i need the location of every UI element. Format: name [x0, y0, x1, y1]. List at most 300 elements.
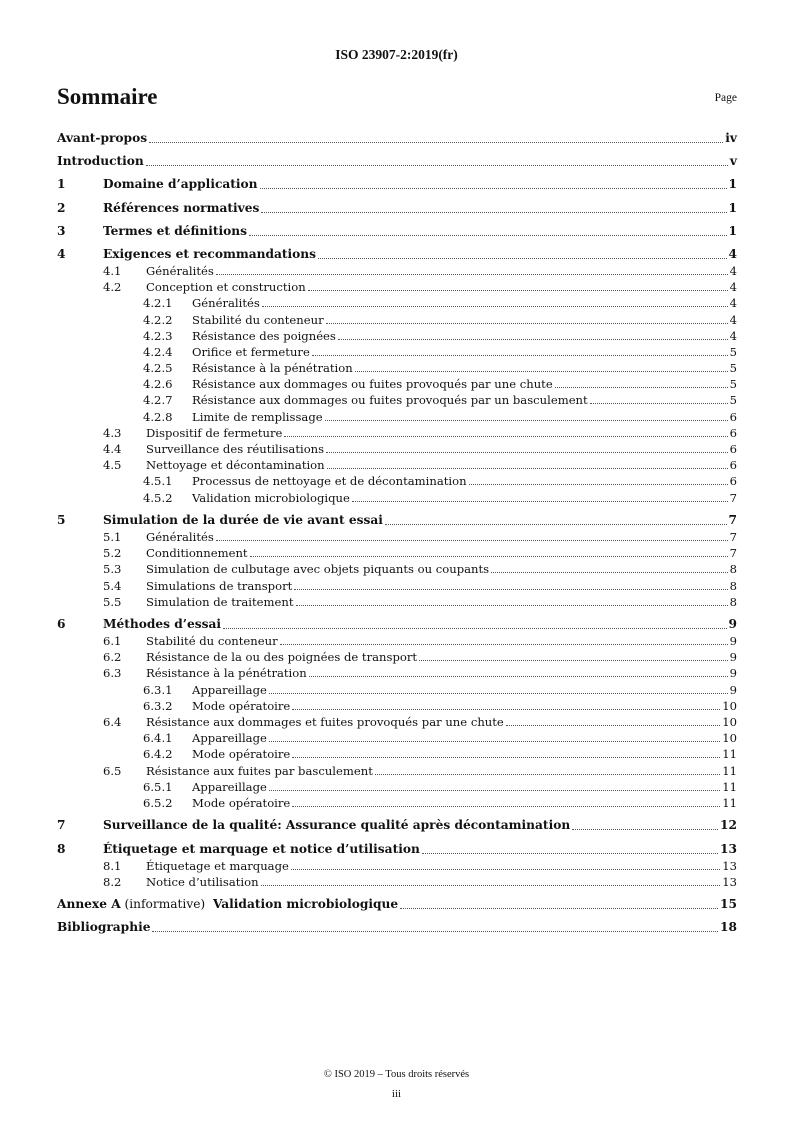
toc-entry[interactable] [57, 858, 737, 874]
toc-entry-title-group [192, 730, 267, 746]
toc-entry-number: 4.5.2 [143, 490, 173, 505]
toc-entry-title-group [103, 616, 221, 633]
toc-entry-number: 4.2.1 [143, 296, 173, 311]
toc-entry-title: Stabilité du conteneur [192, 312, 324, 327]
toc-entry-title: Surveillance de la qualité: Assurance qualité après décontamination [103, 818, 571, 833]
toc-entry-title: Processus de nettoyage et de décontamination [192, 474, 467, 489]
dot-leader [292, 698, 720, 710]
toc-entry-page: 9 [729, 682, 737, 697]
toc-entry-page: 6 [729, 409, 737, 424]
toc-entry-title: Introduction [57, 154, 144, 169]
dot-leader [327, 457, 728, 469]
dot-leader [284, 425, 727, 437]
toc-entry-number: 1 [57, 177, 66, 192]
toc-entry-title-group [146, 633, 278, 649]
dot-leader [294, 578, 727, 590]
toc-entry-page: 5 [729, 361, 737, 376]
toc-entry-number: 6.5.2 [143, 795, 173, 810]
dot-leader [296, 594, 728, 606]
toc-entry-line [192, 698, 737, 714]
toc-entry-number: 2 [57, 200, 66, 215]
toc-entry-title-group [192, 295, 260, 311]
toc-entry-page: 6 [729, 474, 737, 489]
toc-entry[interactable] [57, 392, 737, 408]
toc-entry-line [146, 763, 737, 779]
toc-entry-number: 5.2 [103, 546, 122, 561]
toc-entry-title-group [146, 858, 289, 874]
toc-entry-page: 7 [729, 490, 737, 505]
toc-entry-page: 11 [722, 763, 737, 778]
dot-leader [400, 896, 718, 909]
toc-entry[interactable] [57, 153, 737, 170]
toc-entry-title-group [103, 223, 247, 240]
toc-entry-number: 8.1 [103, 858, 122, 873]
toc-entry-page: 7 [729, 529, 737, 544]
toc-entry-line [146, 263, 737, 279]
toc-entry[interactable] [57, 763, 737, 779]
toc-entry-number: 4.2.8 [143, 409, 173, 424]
toc-entry-page: 4 [729, 296, 737, 311]
toc-entry-title-group [103, 246, 316, 263]
toc-entry[interactable] [57, 561, 737, 577]
toc-entry-line [146, 279, 737, 295]
dot-leader [422, 841, 718, 854]
toc-entry-line [146, 529, 737, 545]
toc-entry[interactable] [57, 512, 737, 529]
toc-entry-number: 4.2.5 [143, 361, 173, 376]
toc-entry-number: 4.3 [103, 425, 122, 440]
toc-entry-line [192, 473, 737, 489]
toc-entry-page: 4 [729, 328, 737, 343]
toc-entry[interactable] [57, 200, 737, 217]
page-column-label: Page [714, 92, 737, 104]
toc-entry-title: Résistance aux fuites par basculement [146, 763, 373, 778]
toc-entry-page: 15 [720, 897, 737, 912]
toc-entry-page: 13 [722, 874, 737, 889]
toc-entry-title: Simulations de transport [146, 578, 293, 593]
toc-entry-title: Généralités [146, 263, 214, 278]
toc-entry-page: 4 [728, 246, 737, 261]
toc-entry-line [146, 649, 737, 665]
toc-entry-title-group [192, 376, 553, 392]
toc-entry-title: Étiquetage et marquage et notice d’utilisation [103, 841, 420, 856]
toc-entry-page: 1 [728, 223, 737, 238]
toc-entry-page: 6 [729, 458, 737, 473]
toc-entry[interactable] [57, 130, 737, 147]
toc-entry-line [146, 578, 737, 594]
dot-leader [269, 730, 720, 742]
toc-entry-title: Validation microbiologique [192, 490, 350, 505]
toc-entry-number: 5.4 [103, 578, 122, 593]
toc-entry-number: 4.2 [103, 280, 122, 295]
toc-entry-title-group [192, 490, 350, 506]
toc-entry-line [103, 512, 737, 529]
toc-entry-line [146, 594, 737, 610]
toc-entry-line [192, 409, 737, 425]
toc-entry-line [103, 841, 737, 858]
toc-entry[interactable] [57, 295, 737, 311]
toc-entry-title: Résistance aux dommages et fuites provoqués par une chute [146, 715, 504, 729]
toc-entry-page: 11 [722, 747, 737, 762]
toc-entry-page: 1 [728, 200, 737, 215]
toc-entry-page: 4 [729, 263, 737, 278]
toc-entry-page: iv [725, 131, 737, 145]
toc-entry-page: 8 [729, 594, 737, 609]
toc-entry[interactable] [57, 490, 737, 506]
toc-entry-title: Résistance à la pénétration [192, 361, 353, 376]
toc-entry-number: 5 [57, 512, 66, 527]
toc-entry-title-group [192, 473, 467, 489]
dot-leader [590, 392, 728, 404]
toc-entry-title-group [146, 649, 417, 665]
toc-entry-title-group [146, 441, 324, 457]
toc-entry-number: 6.3 [103, 666, 122, 681]
toc-entry-line [57, 130, 737, 147]
toc-entry-title-group [192, 746, 290, 762]
page-title: Sommaire [57, 84, 158, 109]
toc-entry-title: Mode opératoire [192, 747, 291, 762]
dot-leader [260, 176, 727, 189]
toc-entry-number: 5.5 [103, 594, 122, 609]
toc-entry-page: 9 [729, 650, 737, 665]
toc-entry-title: Stabilité du conteneur [146, 634, 278, 649]
toc-entry-page: 7 [728, 512, 737, 527]
toc-entry-line [146, 561, 737, 577]
toc-entry-page: 8 [729, 562, 737, 577]
toc-entry-title-group [57, 919, 150, 936]
dot-leader [292, 746, 720, 758]
dot-leader [146, 153, 728, 166]
toc-entry-page: 8 [729, 578, 737, 593]
toc-entry-title-group [146, 263, 214, 279]
toc-entry[interactable] [57, 246, 737, 263]
toc-entry-page: 9 [729, 634, 737, 649]
toc-entry-line [57, 153, 737, 170]
dot-leader [261, 200, 726, 213]
dot-leader [326, 312, 728, 324]
toc-entry-title: Termes et définitions [103, 223, 247, 238]
toc-entry-title: Domaine d’application [103, 177, 258, 192]
toc-entry-title: Résistance aux dommages ou fuites provoqués par une chute [192, 377, 553, 392]
toc-entry-line [146, 457, 737, 473]
toc-entry-number: 6.5.1 [143, 779, 173, 794]
toc-entry-title: Résistance des poignées [192, 328, 336, 343]
toc-entry-title: Exigences et recommandations [103, 246, 317, 261]
toc-entry-title-group [146, 279, 306, 295]
toc-entry[interactable] [57, 779, 737, 795]
dot-leader [309, 665, 728, 677]
dot-leader [308, 279, 728, 291]
copyright-footer: © ISO 2019 – Tous droits réservés [323, 1069, 470, 1080]
toc-entry-line [192, 779, 737, 795]
toc-entry-title: Appareillage [192, 731, 267, 746]
toc-entry[interactable] [57, 441, 737, 457]
toc-entry-number: 8 [57, 841, 66, 856]
toc-entry-title-group [192, 795, 290, 811]
toc-entry-page: 11 [722, 779, 737, 794]
dot-leader [491, 561, 727, 573]
toc-entry-title: Limite de remplissage [192, 409, 323, 424]
toc-entry[interactable] [57, 841, 737, 858]
toc-entry-page: 12 [720, 818, 737, 833]
toc-entry-page: 10 [722, 715, 737, 729]
toc-entry-title: Conditionnement [146, 546, 248, 561]
toc-entry-title-group [192, 682, 267, 698]
toc-entry-number: 5.1 [103, 529, 122, 544]
toc-entry-title-group [103, 841, 420, 858]
toc-entry-number: 6.2 [103, 650, 122, 665]
toc-entry-number: 6 [57, 617, 66, 632]
dot-leader [326, 441, 728, 453]
toc-entry-page: 5 [729, 377, 737, 392]
toc-entry-number: 4.4 [103, 442, 122, 456]
document-id-header: ISO 23907-2:2019(fr) [335, 47, 458, 62]
dot-leader [152, 919, 718, 932]
toc-entry-title-group [146, 545, 248, 561]
toc-entry-line [146, 858, 737, 874]
toc-entry-page: 13 [720, 841, 737, 856]
toc-entry-title: Résistance de la ou des poignées de transport [146, 650, 418, 665]
dot-leader [269, 682, 728, 694]
toc-entry-number: 8.2 [103, 874, 122, 889]
toc-entry-line [192, 360, 737, 376]
dot-leader [250, 545, 728, 557]
toc-entry-title: Méthodes d’essai [103, 617, 222, 632]
toc-entry-number: 4 [57, 246, 66, 261]
toc-entry-line [192, 344, 737, 360]
toc-entry-title-group [192, 392, 588, 408]
toc-entry-title: Simulation de traitement [146, 594, 294, 609]
toc-entry-number: 6.3.2 [143, 698, 173, 713]
toc-entry-line [146, 874, 737, 890]
toc-entry-title: Avant-propos [57, 131, 148, 145]
toc-entry[interactable] [57, 545, 737, 561]
toc-entry[interactable] [57, 328, 737, 344]
toc-entry-number: 7 [57, 818, 66, 833]
toc-entry-title: Conception et construction [146, 280, 306, 295]
dot-leader [355, 360, 728, 372]
toc-entry-line [192, 295, 737, 311]
dot-leader [318, 246, 726, 259]
annex-annotation: (informative) [120, 897, 213, 912]
toc-entry[interactable] [57, 473, 737, 489]
dot-leader [280, 633, 728, 645]
toc-entry[interactable] [57, 223, 737, 240]
toc-entry-title: Généralités [146, 529, 214, 544]
toc-entry-number: 5.3 [103, 562, 122, 577]
toc-entry[interactable] [57, 360, 737, 376]
toc-entry[interactable] [57, 279, 737, 295]
dot-leader [352, 490, 728, 502]
toc-entry-page: 5 [729, 344, 737, 359]
toc-entry-line [192, 746, 737, 762]
toc-entry-number: 4.2.2 [143, 312, 173, 327]
toc-entry[interactable] [57, 578, 737, 594]
toc-entry-number: 6.4.2 [143, 747, 173, 762]
toc-entry-line [192, 490, 737, 506]
toc-entry-title-group [103, 512, 383, 529]
dot-leader [292, 795, 720, 807]
toc-entry-number: 6.4.1 [143, 731, 173, 746]
dot-leader [338, 328, 728, 340]
toc-entry-title: Dispositif de fermeture [146, 425, 283, 440]
toc-entry[interactable] [57, 616, 737, 633]
toc-entry-page: 10 [722, 731, 737, 746]
toc-entry-title-group [192, 312, 324, 328]
toc-entry-title: Généralités [192, 296, 260, 311]
toc-entry[interactable] [57, 730, 737, 746]
toc-entry-page: 7 [729, 546, 737, 561]
toc-entry-number: 6.3.1 [143, 682, 173, 697]
toc-entry[interactable] [57, 746, 737, 762]
toc-entry-page: 4 [729, 280, 737, 295]
toc-entry[interactable] [57, 529, 737, 545]
toc-entry-title-group [192, 779, 267, 795]
dot-leader [149, 130, 723, 143]
toc-entry-number: 6.1 [103, 634, 122, 649]
toc-entry-title: Simulation de culbutage avec objets piquants ou coupants [146, 562, 490, 577]
toc-entry-line [57, 896, 737, 913]
toc-entry-line [146, 545, 737, 561]
toc-entry-title-group [192, 328, 336, 344]
toc-entry-line [192, 376, 737, 392]
toc-entry-title-group [146, 457, 325, 473]
toc-entry[interactable] [57, 376, 737, 392]
toc-entry[interactable] [57, 594, 737, 610]
dot-leader [291, 858, 720, 870]
dot-leader [269, 779, 720, 791]
dot-leader [262, 295, 728, 307]
toc-entry-line [146, 665, 737, 681]
toc-entry[interactable] [57, 919, 737, 936]
toc-entry-number: 3 [57, 223, 66, 238]
dot-leader [261, 874, 721, 886]
toc-entry-title-group [192, 360, 353, 376]
toc-entry-page: 6 [729, 442, 737, 456]
toc-entry[interactable] [57, 425, 737, 441]
toc-entry-title-group [103, 817, 570, 834]
toc-entry-title: Nettoyage et décontamination [146, 458, 325, 473]
toc-entry-number: 4.1 [103, 263, 122, 278]
toc-entry-number: 6.5 [103, 763, 122, 778]
toc-entry-page: 9 [728, 617, 737, 632]
toc-entry-title-group [103, 176, 258, 193]
toc-entry[interactable] [57, 176, 737, 193]
toc-entry-number: 4.5 [103, 458, 122, 473]
toc-entry[interactable] [57, 874, 737, 890]
toc-entry-title: Résistance à la pénétration [146, 666, 307, 681]
dot-leader [555, 376, 728, 388]
toc-entry-title-group [57, 130, 147, 147]
toc-entry-page: 18 [720, 920, 737, 935]
toc-entry-line [146, 714, 737, 730]
toc-entry-title: Orifice et fermeture [192, 344, 310, 359]
toc-entry[interactable] [57, 457, 737, 473]
toc-entry-title-group [192, 698, 290, 714]
toc-entry-title: Mode opératoire [192, 698, 291, 713]
toc-entry-title-group [146, 561, 489, 577]
toc-entry[interactable] [57, 649, 737, 665]
toc-entry[interactable] [57, 698, 737, 714]
toc-entry-line [103, 200, 737, 217]
toc-entry-title: Notice d’utilisation [146, 874, 259, 889]
dot-leader [216, 529, 728, 541]
toc-entry-number: 4.2.3 [143, 328, 173, 343]
toc-entry[interactable] [57, 312, 737, 328]
toc-entry-title: Mode opératoire [192, 795, 291, 810]
toc-entry[interactable] [57, 263, 737, 279]
toc-entry-line [146, 633, 737, 649]
toc-entry-number: 4.2.4 [143, 344, 173, 359]
toc-entry-title-group [192, 409, 323, 425]
toc-entry-line [146, 441, 737, 457]
toc-entry-title: Appareillage [192, 779, 267, 794]
toc-entry-title-group [57, 896, 398, 913]
dot-leader [216, 263, 728, 275]
dot-leader [312, 344, 728, 356]
toc-entry-title-group [146, 665, 307, 681]
toc-entry-page: 4 [729, 312, 737, 327]
toc-entry-title: Bibliographie [57, 920, 151, 935]
toc-entry-line [192, 682, 737, 698]
toc-entry-title: Étiquetage et marquage [146, 858, 289, 873]
toc-entry[interactable] [57, 344, 737, 360]
toc-entry-line [192, 312, 737, 328]
toc-entry[interactable] [57, 714, 737, 730]
dot-leader [469, 473, 728, 485]
toc-entry[interactable] [57, 633, 737, 649]
dot-leader [325, 409, 728, 421]
toc-entry-page: 6 [729, 425, 737, 440]
toc-entry-page: 13 [722, 858, 737, 873]
toc-entry-title: Simulation de la durée de vie avant essai [103, 512, 383, 527]
dot-leader [506, 714, 720, 726]
title-row [57, 84, 737, 114]
toc-entry-page: 10 [722, 698, 737, 713]
toc-entry[interactable] [57, 795, 737, 811]
toc-entry[interactable] [57, 896, 737, 913]
toc-entry-page: 9 [729, 666, 737, 681]
toc-entry-title: Résistance aux dommages ou fuites provoqués par un basculement [192, 393, 588, 408]
toc-entry-title-group [146, 594, 294, 610]
dot-leader [249, 223, 727, 236]
dot-leader [223, 616, 727, 629]
toc-entry-title-group [146, 763, 373, 779]
dot-leader [375, 763, 720, 775]
toc-entry[interactable] [57, 409, 737, 425]
toc-entry[interactable] [57, 682, 737, 698]
page-number: iii [391, 1088, 402, 1100]
toc-entry-title: Surveillance des réutilisations [146, 442, 325, 456]
toc-entry-title-group [146, 578, 292, 594]
toc-entry[interactable] [57, 817, 737, 834]
toc-entry-title-group [57, 153, 144, 170]
toc-entry-line [146, 425, 737, 441]
toc-entry-number: 6.4 [103, 715, 122, 729]
toc-entry-title-group [146, 714, 504, 730]
dot-leader [385, 512, 727, 525]
annex-label: Annexe A [57, 897, 121, 912]
toc-entry-page: 5 [729, 393, 737, 408]
toc-entry-number: 4.2.6 [143, 377, 173, 392]
toc-entry-line [192, 795, 737, 811]
toc-entry-title-group [146, 425, 282, 441]
table-of-contents [57, 130, 737, 936]
toc-entry-line [103, 817, 737, 834]
toc-entry[interactable] [57, 665, 737, 681]
dot-leader [419, 649, 728, 661]
toc-entry-title: Références normatives [103, 200, 260, 215]
